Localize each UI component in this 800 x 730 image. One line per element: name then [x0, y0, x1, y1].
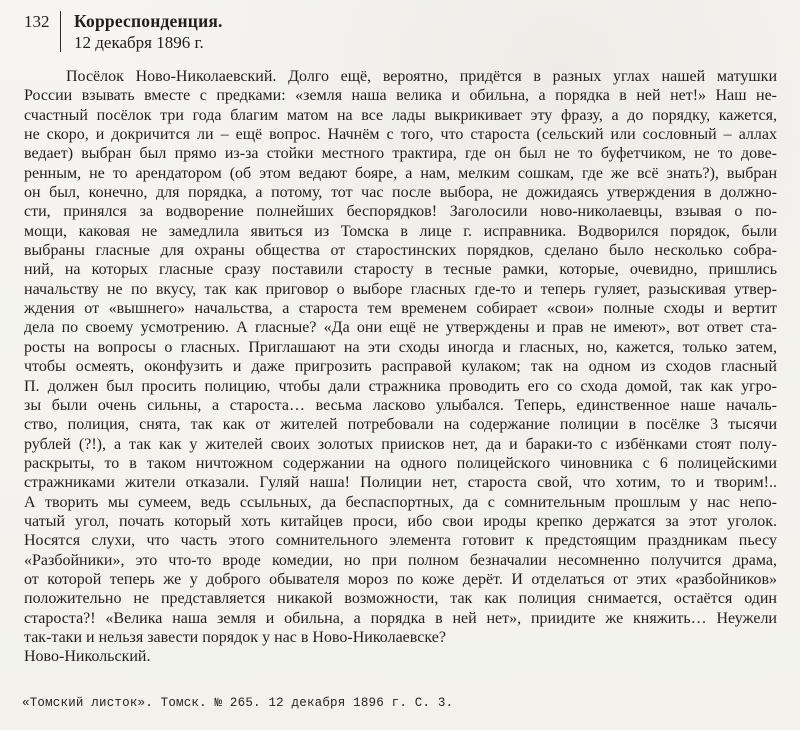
article-title: Корреспонденция. — [74, 11, 223, 31]
text-line: ний, на которых гласные сразу поставили старосту в тесные рамки, которые, очевидно, пришлись — [24, 261, 777, 279]
text-line: Посёлок Ново-Николаевский. Долго ещё, вероятно, придётся в разных углах нашей матушки — [66, 68, 777, 85]
header-titles — [74, 10, 223, 54]
text-line: чтобы осмеять, оконфузить и даже пригрозить расправой кулаком; так на одном из сходов гласный — [24, 358, 777, 376]
text-line: А творить мы сумеем, ведь ссыльных, да беспаспортных, да с сомнительным прошлым у нас непо- — [24, 493, 777, 511]
text-line: рублей (?!), а так как у жителей своих золотых приисков нет, да и бараки-то с избёнками стоят полу- — [24, 435, 777, 453]
article-header — [24, 10, 800, 54]
header-divider — [60, 11, 61, 52]
text-line: чатый угол, почать который хоть китайцев проси, ибо свои ироды крепко держатся за этот уголок. — [24, 512, 777, 530]
text-line: ждения от «вышнего» начальства, а староста тем временем собирает «свои» полные сходы и вертит — [24, 300, 777, 318]
text-line: от которой теперь же у доброго обывателя мороз по коже дерёт. И отделаться от этих «разбойников» — [24, 570, 777, 588]
text-line: начальству не по вкусу, так как приговор о выборе гласных где-то и теперь гуляет, разыскивая утвер- — [24, 280, 777, 298]
text-line: так-таки и нельзя завести порядок у нас в Ново-Николаевске? — [24, 628, 446, 646]
article-body — [24, 67, 777, 667]
text-line: России взывать вместе с предками: «земля наша велика и обильна, а порядка в ней нет!» Наш не- — [24, 87, 777, 105]
text-line: дела по своему усмотрению. А гласные? «Да они ещё не утверждены и прав не имеют», вот ответ ста- — [24, 319, 777, 337]
text-line: раскрыты, то в таком ничтожном содержании на одного полицейского чиновника с 6 полицейскими — [24, 454, 777, 472]
text-line: росты на вопросы о гласных. Приглашают на эти сходы иногда и гласных, но, кажется, только затем, — [24, 338, 777, 356]
text-line: стражниками жители отказали. Гуляй наша! Полиции нет, староста свой, что хотим, то и творим!.. — [24, 474, 777, 492]
article-lines — [24, 67, 777, 647]
author-signature: Ново-Никольский. — [24, 648, 151, 666]
text-line: выбраны гласные для охраны общества от старостинских порядков, сделано было несколько собра- — [24, 242, 777, 260]
text-line: он был, конечно, для порядка, а потому, тот час после выбора, не дожидаясь утверждения в должно- — [24, 184, 777, 202]
text-line: мощи, каковая не замедлила явиться из Томска в лице г. исправника. Водворился порядок, были — [24, 222, 777, 240]
page-number: 132 — [24, 12, 50, 31]
text-line: староста?! «Велика наша земля и обильна, а порядка в ней нет», приидите же княжить… Неужели — [24, 609, 777, 627]
text-line: не скоро, и докричится ли – ещё вопрос. Начнём с того, что староста (сельский или сословный – аллах — [24, 126, 777, 144]
text-line: ство, полиция, снята, так как от жителей потребовали на содержание полиции в посёлке 3 тысячи — [24, 416, 777, 434]
text-line: счастный посёлок три года благим матом на все лады выкрикивает эту фразу, а до порядку, кажется, — [24, 106, 777, 124]
source-citation: «Томский листок». Томск. № 265. 12 декабря 1896 г. С. 3. — [22, 696, 454, 710]
text-line: положительно не представляется никакой возможности, так как полиция снимается, остаётся один — [24, 590, 777, 608]
text-line: ренным, не то арендатором (об этом ведают бояре, а нам, мелким сошкам, где же всё знать?), выбран — [24, 164, 777, 182]
text-line: П. должен был просить полицию, чтобы дали стражника проводить его со схода домой, так как угро- — [24, 377, 777, 395]
text-line: «Разбойники», это что-то вроде комедии, но при полном безначалии несомненно получится драма, — [24, 551, 777, 569]
text-line: сти, принялся за водворение полнейших беспорядков! Заголосили ново-николаевцы, взывая о по- — [24, 203, 777, 221]
article-date: 12 декабря 1896 г. — [74, 33, 204, 52]
text-line: Носятся слухи, что часть этого сомнительного элемента готовит к предстоящим праздникам пьесу — [24, 532, 777, 550]
text-line: зы были очень сильны, а староста… весьма ласково улыбался. Теперь, единственное наше началь- — [24, 396, 777, 414]
text-line: ведает) выбран был прямо из-за стойки местного трактира, где он был не то буфетчиком, не то дове- — [24, 145, 777, 163]
